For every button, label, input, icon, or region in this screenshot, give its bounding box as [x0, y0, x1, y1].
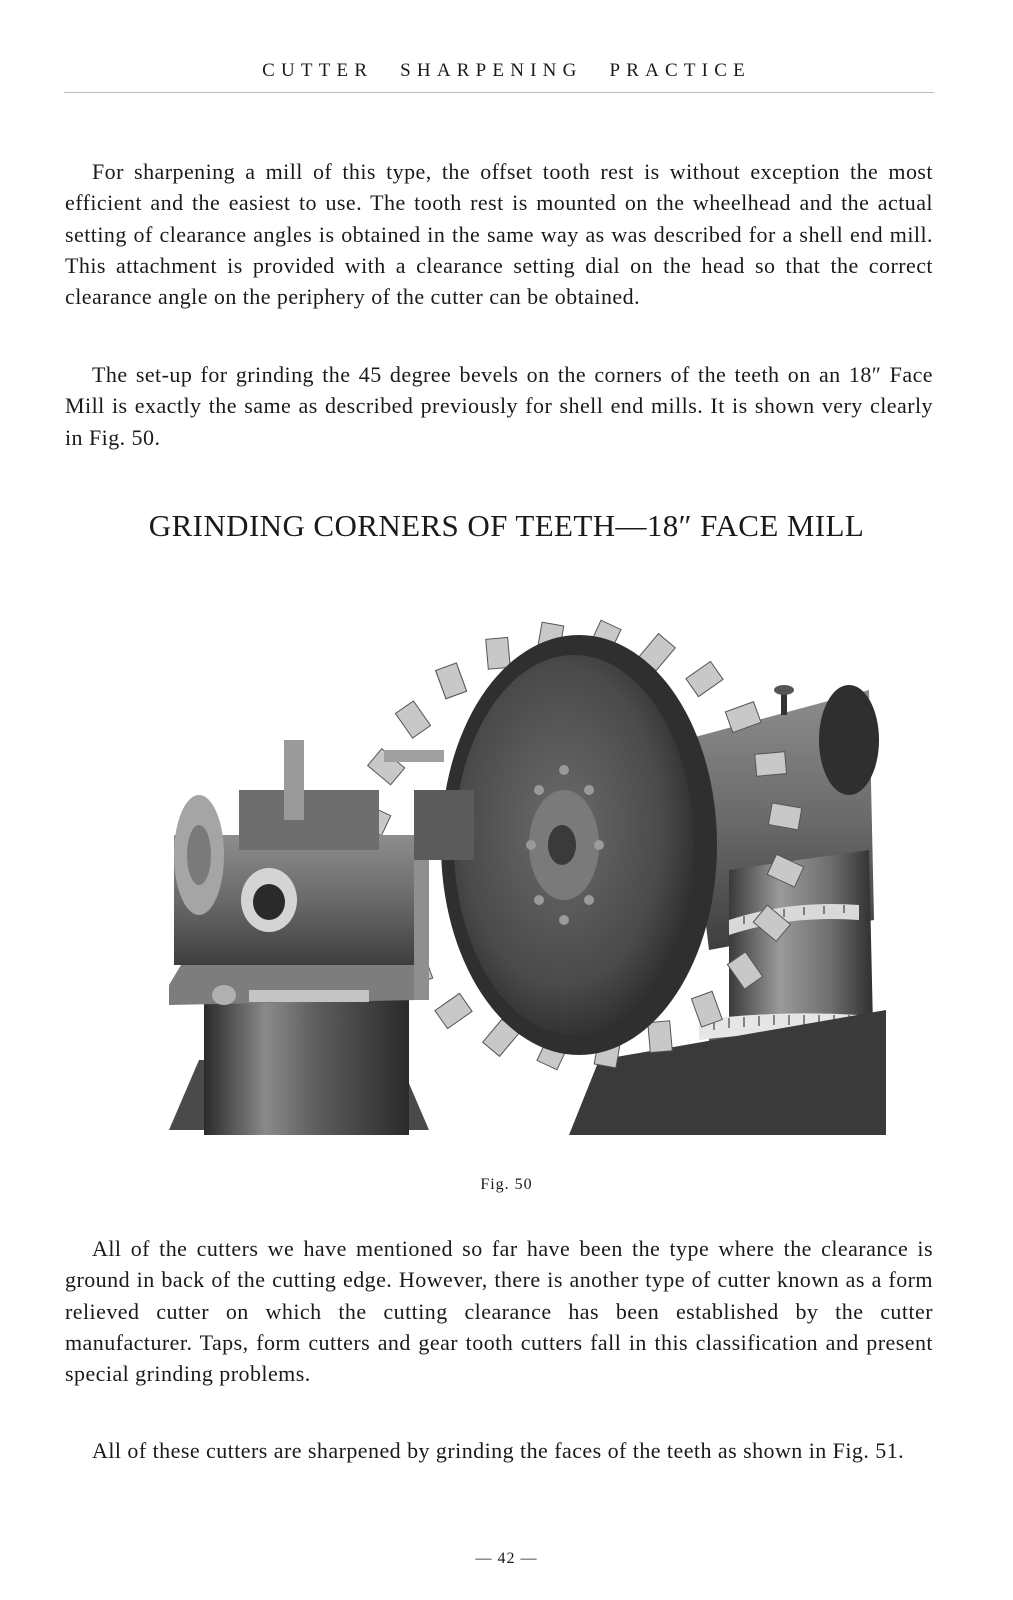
wheelhead-end-cap — [819, 685, 879, 795]
running-head: CUTTER SHARPENING PRACTICE — [262, 60, 751, 81]
adjusting-rod — [414, 840, 429, 1000]
paragraph-sharpening-faces: All of these cutters are sharpened by grinding the faces of the teeth as shown in Fig. 51. — [92, 1438, 905, 1463]
tooth-rest-arm — [384, 750, 444, 762]
figure-caption: Fig. 50 — [480, 1176, 533, 1193]
dial-center — [253, 884, 285, 920]
top-adjusting-knob — [774, 685, 794, 695]
handwheel-hub — [187, 825, 211, 885]
fixture-clamp-lever — [249, 990, 369, 1002]
fixture-column — [204, 985, 409, 1135]
paragraph-form-relieved-cutters: All of the cutters we have mentioned so far have been the type where the clearance is ground in back of the cutting edge. However, there is another type of cutter known as a form relieved cutter on which the cutting clearance has been established by the cutter manufacturer. Taps, form cutters and gear tooth cutters fall in this classification and present special grinding problems. — [65, 1236, 933, 1387]
face-mill-grinding-illustration — [169, 590, 886, 1148]
paragraph-offset-tooth-rest: For sharpening a mill of this type, the offset tooth rest is without exception the most efficient and the easiest to use. The tooth rest is mounted on the wheelhead and the actual setting of clearance angles is obtained in the same way as was described for a shell end mill. This attachment is provided with a clearance setting dial on the head so that the correct clearance angle on the periphery of the cutter can be obtained. — [65, 159, 933, 310]
page-number: — 42 — — [475, 1550, 538, 1567]
clamp-knob — [212, 985, 236, 1005]
figure-face-mill-photo — [169, 590, 886, 1148]
cutter-arbor-nut — [548, 825, 576, 865]
fixture-top-block — [239, 790, 379, 850]
section-title: GRINDING CORNERS OF TEETH—18″ FACE MILL — [148, 508, 865, 543]
tooth-rest-holder — [414, 790, 474, 860]
tooth-rest-post — [284, 740, 304, 820]
paragraph-bevel-setup: The set-up for grinding the 45 degree bevels on the corners of the teeth on an 18″ Face Mill is exactly the same as described previously for shell end mills. It is shown very clearly in Fig. 50. — [65, 362, 933, 450]
header-rule — [64, 92, 934, 93]
